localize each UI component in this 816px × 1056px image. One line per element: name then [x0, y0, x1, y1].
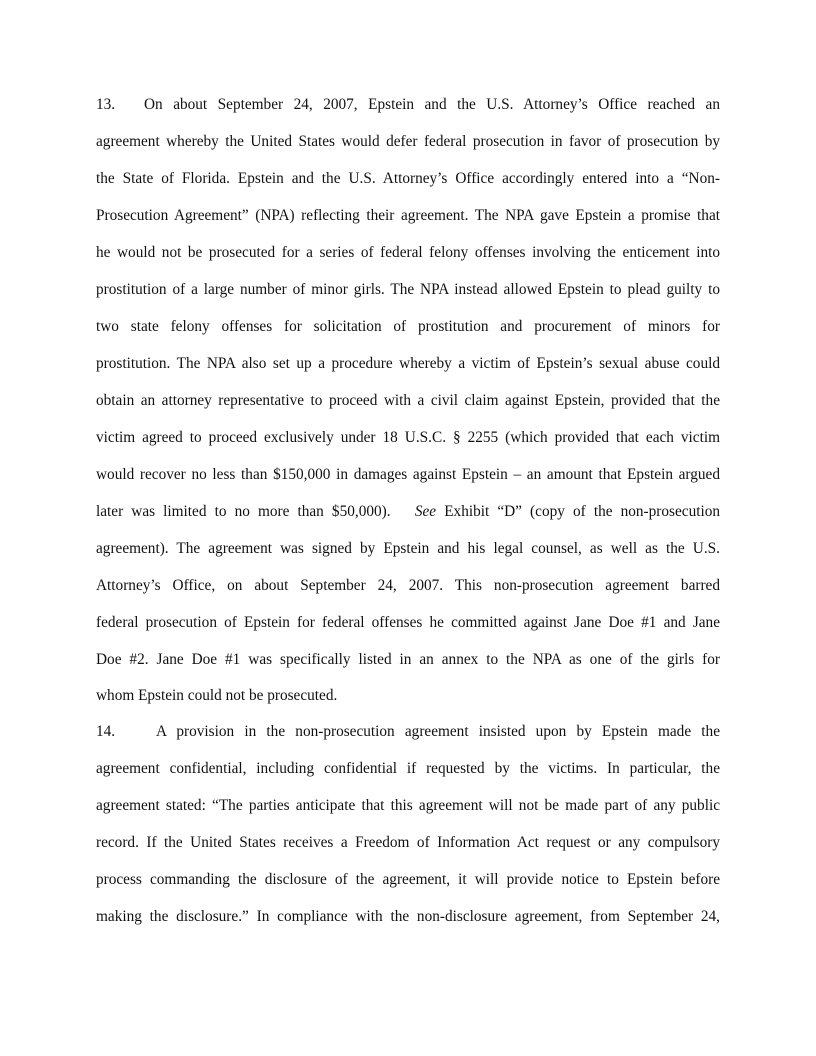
exhibit-text-before: later was limited to no more than $50,000).	[96, 503, 391, 520]
paragraph-13-line-15: federal prosecution of Epstein for federal offenses he committed against Jane Doe #1 and Jane	[96, 614, 720, 631]
paragraph-14-line-5: process commanding the disclosure of the agreement, it will provide notice to Epstein before	[96, 871, 720, 888]
paragraph-13-line-4: Prosecution Agreement” (NPA) reflecting their agreement. The NPA gave Epstein a promise that	[96, 207, 720, 224]
paragraph-13-line-5: he would not be prosecuted for a series of federal felony offenses involving the enticement into	[96, 244, 720, 261]
paragraph-13-line-2: agreement whereby the United States would defer federal prosecution in favor of prosecution by	[96, 133, 720, 150]
paragraph-13-line-16: Doe #2. Jane Doe #1 was specifically listed in an annex to the NPA as one of the girls for	[96, 651, 720, 668]
paragraph-13-line-9: obtain an attorney representative to proceed with a civil claim against Epstein, provided that the	[96, 392, 720, 409]
paragraph-14-line-2: agreement confidential, including confidential if requested by the victims. In particular, the	[96, 760, 720, 777]
paragraph-13-line-10: victim agreed to proceed exclusively under 18 U.S.C. § 2255 (which provided that each victim	[96, 429, 720, 446]
exhibit-reference: Exhibit “D” (copy of the non-prosecution	[444, 503, 721, 520]
paragraph-13-line-17: whom Epstein could not be prosecuted.	[96, 687, 338, 704]
paragraph-13-line-3: the State of Florida. Epstein and the U.S. Attorney’s Office accordingly entered into a “Non-	[96, 170, 720, 187]
paragraph-14-number: 14.	[96, 723, 116, 740]
paragraph-13-line-8: prostitution. The NPA also set up a procedure whereby a victim of Epstein’s sexual abuse could	[96, 355, 720, 372]
paragraph-13-line-13: agreement). The agreement was signed by Epstein and his legal counsel, as well as the U.S.	[96, 540, 720, 557]
paragraph-13-line-6: prostitution of a large number of minor girls. The NPA instead allowed Epstein to plead guilty to	[96, 281, 720, 298]
paragraph-14-line-3: agreement stated: “The parties anticipate that this agreement will not be made part of any public	[96, 797, 720, 814]
paragraph-13-text: On about September 24, 2007, Epstein and the U.S. Attorney’s Office reached an	[144, 96, 720, 113]
see-signal: See	[414, 503, 437, 520]
paragraph-14-line-4: record. If the United States receives a Freedom of Information Act request or any compulsory	[96, 834, 720, 851]
paragraph-13-line-7: two state felony offenses for solicitation of prostitution and procurement of minors for	[96, 318, 720, 335]
paragraph-13-number: 13.	[96, 96, 116, 113]
paragraph-13-line-12	[96, 502, 720, 522]
paragraph-14-line-6: making the disclosure.” In compliance with the non-disclosure agreement, from September 24,	[96, 908, 720, 925]
paragraph-14-line-1	[96, 722, 720, 742]
paragraph-13-line-1	[96, 95, 720, 115]
paragraph-13-line-14: Attorney’s Office, on about September 24, 2007. This non-prosecution agreement barred	[96, 577, 720, 594]
paragraph-14-text: A provision in the non-prosecution agreement insisted upon by Epstein made the	[156, 723, 720, 740]
paragraph-13-line-11: would recover no less than $150,000 in damages against Epstein – an amount that Epstein argued	[96, 466, 720, 483]
